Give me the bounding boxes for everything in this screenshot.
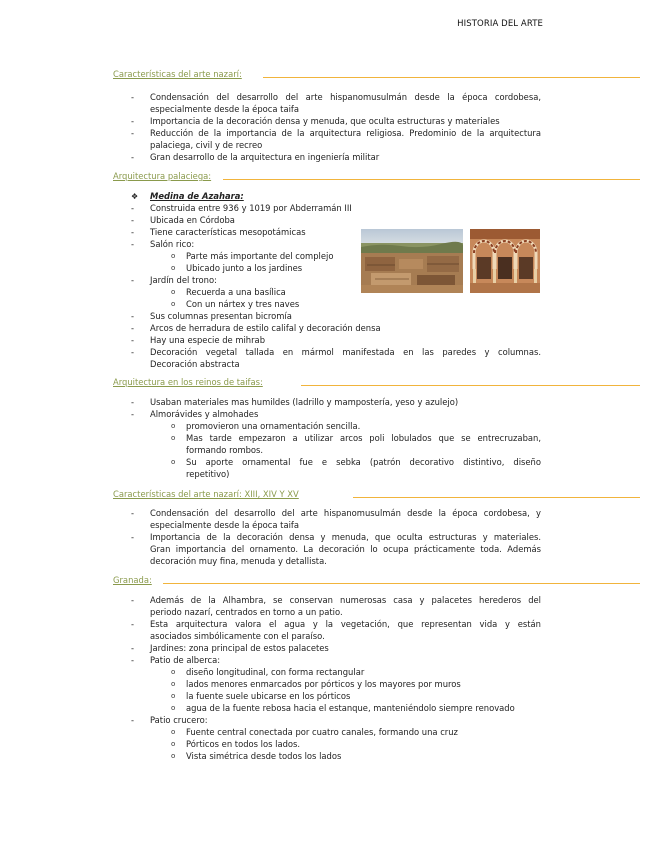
dash-marker: - bbox=[131, 335, 135, 345]
circle-bullet-icon: o bbox=[171, 458, 176, 466]
list-item-cont: periodo nazarí, centrados en torno a un patio. bbox=[150, 607, 343, 617]
list-item-cont: especialmente desde la época taifa bbox=[150, 520, 299, 530]
dash-marker: - bbox=[131, 323, 135, 333]
sub-list-item: Mas tarde empezaron a utilizar arcos poli lobulados que se entrecruzaban, bbox=[186, 433, 541, 443]
sub-list-item: Parte más importante del complejo bbox=[186, 251, 334, 261]
heading-rule bbox=[223, 179, 640, 180]
list-item-cont: especialmente desde la época taifa bbox=[150, 104, 299, 114]
dash-marker: - bbox=[131, 227, 135, 237]
dash-marker: - bbox=[131, 275, 135, 285]
dash-marker: - bbox=[131, 595, 135, 605]
circle-bullet-icon: o bbox=[171, 300, 176, 308]
dash-marker: - bbox=[131, 239, 135, 249]
section-heading-arte-nazari-siglos bbox=[113, 489, 640, 501]
section-title: Granada: bbox=[113, 575, 156, 585]
circle-bullet-icon: o bbox=[171, 264, 176, 272]
dash-marker: - bbox=[131, 655, 135, 665]
circle-bullet-icon: o bbox=[171, 668, 176, 676]
circle-bullet-icon: o bbox=[171, 422, 176, 430]
sub-list-item-cont: repetitivo) bbox=[186, 469, 230, 479]
sub-list-item: promovieron una ornamentación sencilla. bbox=[186, 421, 361, 431]
list-item: Ubicada en Córdoba bbox=[150, 215, 235, 225]
list-item: Usaban materiales mas humildes (ladrillo y mampostería, yeso y azulejo) bbox=[150, 397, 459, 407]
section-title: Características del arte nazarí: XIII, XIV Y XV bbox=[113, 489, 303, 499]
list-item-cont: asociados simbólicamente con el paraíso. bbox=[150, 631, 325, 641]
dash-marker: - bbox=[131, 397, 135, 407]
page-header: HISTORIA DEL ARTE bbox=[457, 19, 543, 29]
ruins-image-icon bbox=[361, 229, 463, 293]
section-title: Arquitectura en los reinos de taifas: bbox=[113, 377, 267, 387]
list-item: Jardín del trono: bbox=[150, 275, 217, 285]
dash-marker: - bbox=[131, 643, 135, 653]
dash-marker: - bbox=[131, 311, 135, 321]
dash-marker: - bbox=[131, 215, 135, 225]
medina-azahara-ruins-photo bbox=[361, 229, 463, 293]
dash-marker: - bbox=[131, 347, 135, 357]
list-item: Almorávides y almohades bbox=[150, 409, 259, 419]
section-heading-arte-nazari bbox=[113, 69, 640, 81]
sub-list-item: Con un nártex y tres naves bbox=[186, 299, 300, 309]
circle-bullet-icon: o bbox=[171, 252, 176, 260]
sub-list-item: agua de la fuente rebosa hacia el estanque, manteniéndolo siempre renovado bbox=[186, 703, 515, 713]
list-item: Decoración vegetal tallada en mármol manifestada en las paredes y columnas. bbox=[150, 347, 541, 357]
sub-list-item: Ubicado junto a los jardines bbox=[186, 263, 303, 273]
list-item: Importancia de la decoración densa y menuda, que oculta estructuras y materiales. bbox=[150, 532, 541, 542]
diamond-bullet-icon: ❖ bbox=[131, 192, 139, 201]
list-item: Arcos de herradura de estilo califal y decoración densa bbox=[150, 323, 381, 333]
list-item: Hay una especie de mihrab bbox=[150, 335, 266, 345]
dash-marker: - bbox=[131, 92, 135, 102]
list-item: Condensación del desarrollo del arte hispanomusulmán desde la época cordobesa, y bbox=[150, 508, 541, 518]
sub-list-item: lados menores enmarcados por pórticos y los mayores por muros bbox=[186, 679, 461, 689]
circle-bullet-icon: o bbox=[171, 692, 176, 700]
list-item: Salón rico: bbox=[150, 239, 195, 249]
list-item: Jardines: zona principal de estos palacetes bbox=[150, 643, 329, 653]
arches-image-icon bbox=[470, 229, 540, 293]
section-heading-arquitectura-palaciega bbox=[113, 171, 640, 183]
section-heading-reinos-taifas bbox=[113, 377, 640, 389]
dash-marker: - bbox=[131, 128, 135, 138]
list-item-cont: decoración muy fina, menuda y detallista. bbox=[150, 556, 327, 566]
heading-rule bbox=[263, 77, 640, 78]
section-title: Arquitectura palaciega: bbox=[113, 171, 215, 181]
list-item-cont: palaciega, civil y de recreo bbox=[150, 140, 263, 150]
dash-marker: - bbox=[131, 715, 135, 725]
list-item: Construida entre 936 y 1019 por Abderramán III bbox=[150, 203, 352, 213]
list-item: Patio crucero: bbox=[150, 715, 208, 725]
heading-rule bbox=[163, 583, 640, 584]
list-item-cont: Gran importancia del ornamento. La decoración lo ocupa prácticamente toda. Además bbox=[150, 544, 541, 554]
dash-marker: - bbox=[131, 203, 135, 213]
sub-list-item: Su aporte ornamental fue e sebka (patrón decorativo distintivo, diseño bbox=[186, 457, 541, 467]
list-item: Importancia de la decoración densa y menuda, que oculta estructuras y materiales bbox=[150, 116, 500, 126]
sub-list-item: Pórticos en todos los lados. bbox=[186, 739, 301, 749]
circle-bullet-icon: o bbox=[171, 434, 176, 442]
list-item: Esta arquitectura valora el agua y la vegetación, que representan vida y están bbox=[150, 619, 541, 629]
dash-marker: - bbox=[131, 409, 135, 419]
dash-marker: - bbox=[131, 508, 135, 518]
dash-marker: - bbox=[131, 152, 135, 162]
heading-rule bbox=[301, 385, 640, 386]
list-item: Además de la Alhambra, se conservan numerosas casa y palacetes herederos del bbox=[150, 595, 541, 605]
subheading-medina-azahara: Medina de Azahara: bbox=[150, 191, 244, 201]
list-item: Patio de alberca: bbox=[150, 655, 221, 665]
circle-bullet-icon: o bbox=[171, 680, 176, 688]
circle-bullet-icon: o bbox=[171, 288, 176, 296]
circle-bullet-icon: o bbox=[171, 704, 176, 712]
circle-bullet-icon: o bbox=[171, 752, 176, 760]
sub-list-item: Recuerda a una basílica bbox=[186, 287, 286, 297]
sub-list-item-cont: formando rombos. bbox=[186, 445, 264, 455]
list-item: Condensación del desarrollo del arte hispanomusulmán desde la época cordobesa, bbox=[150, 92, 541, 102]
list-item: Sus columnas presentan bicromía bbox=[150, 311, 292, 321]
sub-list-item: Fuente central conectada por cuatro canales, formando una cruz bbox=[186, 727, 458, 737]
sub-list-item: diseño longitudinal, con forma rectangular bbox=[186, 667, 365, 677]
section-title: Características del arte nazarí: bbox=[113, 69, 246, 79]
list-item: Reducción de la importancia de la arquitectura religiosa. Predominio de la arquitectura bbox=[150, 128, 541, 138]
circle-bullet-icon: o bbox=[171, 740, 176, 748]
section-heading-granada bbox=[113, 575, 640, 587]
list-item: Gran desarrollo de la arquitectura en ingeniería militar bbox=[150, 152, 380, 162]
horseshoe-arches-photo bbox=[470, 229, 540, 293]
list-item: Tiene características mesopotámicas bbox=[150, 227, 306, 237]
list-item-cont: Decoración abstracta bbox=[150, 359, 240, 369]
sub-list-item: Vista simétrica desde todos los lados bbox=[186, 751, 342, 761]
circle-bullet-icon: o bbox=[171, 728, 176, 736]
dash-marker: - bbox=[131, 532, 135, 542]
dash-marker: - bbox=[131, 619, 135, 629]
dash-marker: - bbox=[131, 116, 135, 126]
heading-rule bbox=[353, 497, 640, 498]
sub-list-item: la fuente suele ubicarse en los pórticos bbox=[186, 691, 351, 701]
